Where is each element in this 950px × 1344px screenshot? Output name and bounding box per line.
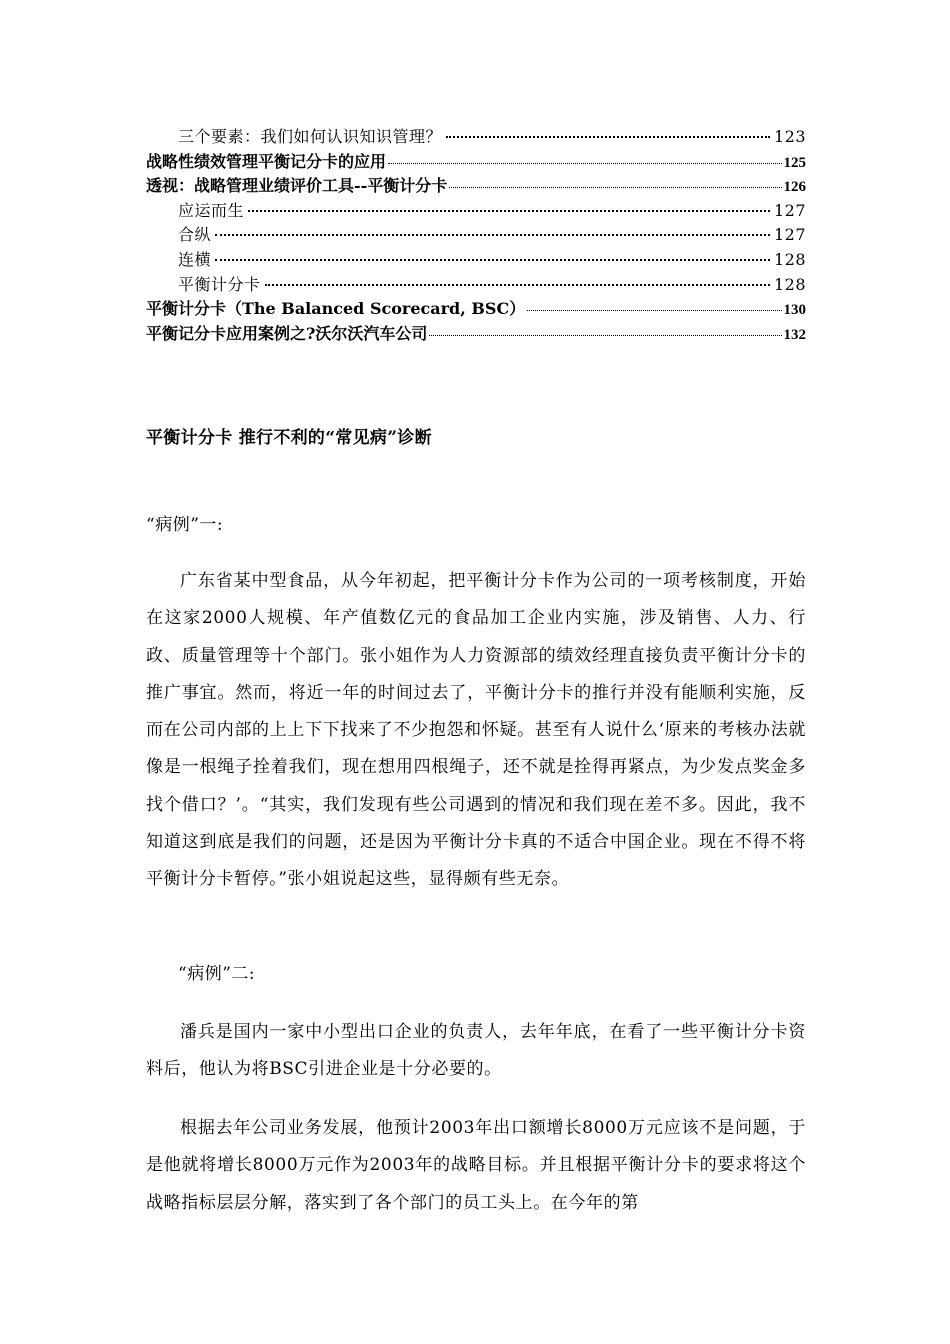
toc-entry-title: 应运而生 <box>178 200 245 220</box>
toc-dot-leader <box>248 210 770 212</box>
toc-entry-page: 127 <box>773 225 806 245</box>
toc-dot-leader <box>446 136 770 138</box>
toc-dot-leader <box>429 335 781 336</box>
toc-entry-title: 透视：战略管理业绩评价工具--平衡计分卡 <box>146 176 448 196</box>
toc-entry-title: 平衡计分卡（The Balanced Scorecard, BSC） <box>146 299 526 319</box>
toc-entry[interactable] <box>146 273 806 298</box>
toc-entry-page: 128 <box>773 274 806 294</box>
toc-entry-page: 123 <box>773 127 806 146</box>
toc-dot-leader <box>449 187 781 188</box>
toc-entry-title: 平衡记分卡应用案例之?沃尔沃汽车公司 <box>146 323 428 343</box>
toc-dot-leader <box>215 259 770 261</box>
toc-entry-title: 合纵 <box>178 225 212 245</box>
toc-dot-leader <box>215 234 770 236</box>
toc-entry-title: 三个要素：我们如何认识知识管理？ <box>178 127 443 146</box>
case-two-paragraph-2: 根据去年公司业务发展，他预计2003年出口额增长8000万元应该不是问题，于是他就将增长8000万元作为2003年的战略目标。并且根据平衡计分卡的要求将这个战略指标层层分解，落实到了各个部门的员工头上。在今年的第 <box>146 1118 806 1213</box>
toc-entry[interactable] <box>146 125 806 150</box>
toc-entry[interactable] <box>146 150 806 175</box>
toc-entry[interactable] <box>146 174 806 199</box>
table-of-contents <box>146 125 806 346</box>
toc-entry[interactable] <box>146 297 806 322</box>
toc-entry-title: 战略性绩效管理平衡记分卡的应用 <box>146 151 387 171</box>
toc-entry[interactable] <box>146 223 806 248</box>
toc-entry[interactable] <box>146 322 806 347</box>
toc-entry-page: 127 <box>773 200 806 220</box>
article-heading: 平衡计分卡 推行不利的“常见病”诊断 <box>146 428 432 448</box>
toc-entry-title: 连横 <box>178 249 212 269</box>
toc-entry-page: 125 <box>783 154 806 171</box>
toc-entry[interactable] <box>146 248 806 273</box>
case-two-paragraph-1: 潘兵是国内一家中小型出口企业的负责人，去年年底，在看了一些平衡计分卡资料后，他认为将BSC引进企业是十分必要的。 <box>146 1022 806 1080</box>
case-one-label: “病例”一: <box>146 515 224 535</box>
toc-entry-title: 平衡计分卡 <box>178 274 261 294</box>
case-one-paragraph: 广东省某中型食品，从今年初起，把平衡计分卡作为公司的一项考核制度，开始在这家2000人规模、年产值数亿元的食品加工企业内实施，涉及销售、人力、行政、质量管理等十个部门。张小姐作为人力资源部的绩效经理直接负责平衡计分卡的推广事宜。然而，将近一年的时间过去了，平衡计分卡的推行并没有能顺利实施，反而在公司内部的上上下下找来了不少抱怨和怀疑。甚至有人说什么‘原来的考核办法就像是一根绳子拴着我们，现在想用四根绳子，还不就是拴得再紧点，为少发点奖金多找个借口？’。“其实，我们发现有些公司遇到的情况和我们现在差不多。因此，我不知道这到底是我们的问题，还是因为平衡计分卡真的不适合中国企业。现在不得不将平衡计分卡暂停。”张小姐说起这些，显得颇有些无奈。 <box>146 571 806 890</box>
case-two-label: “病例”二: <box>178 964 256 984</box>
toc-entry-page: 132 <box>783 326 806 343</box>
toc-entry[interactable] <box>146 199 806 224</box>
toc-entry-page: 126 <box>783 179 806 196</box>
toc-entry-page: 130 <box>783 302 806 319</box>
toc-dot-leader <box>388 163 781 164</box>
toc-dot-leader <box>527 310 781 311</box>
toc-dot-leader <box>265 284 770 286</box>
toc-entry-page: 128 <box>773 249 806 269</box>
